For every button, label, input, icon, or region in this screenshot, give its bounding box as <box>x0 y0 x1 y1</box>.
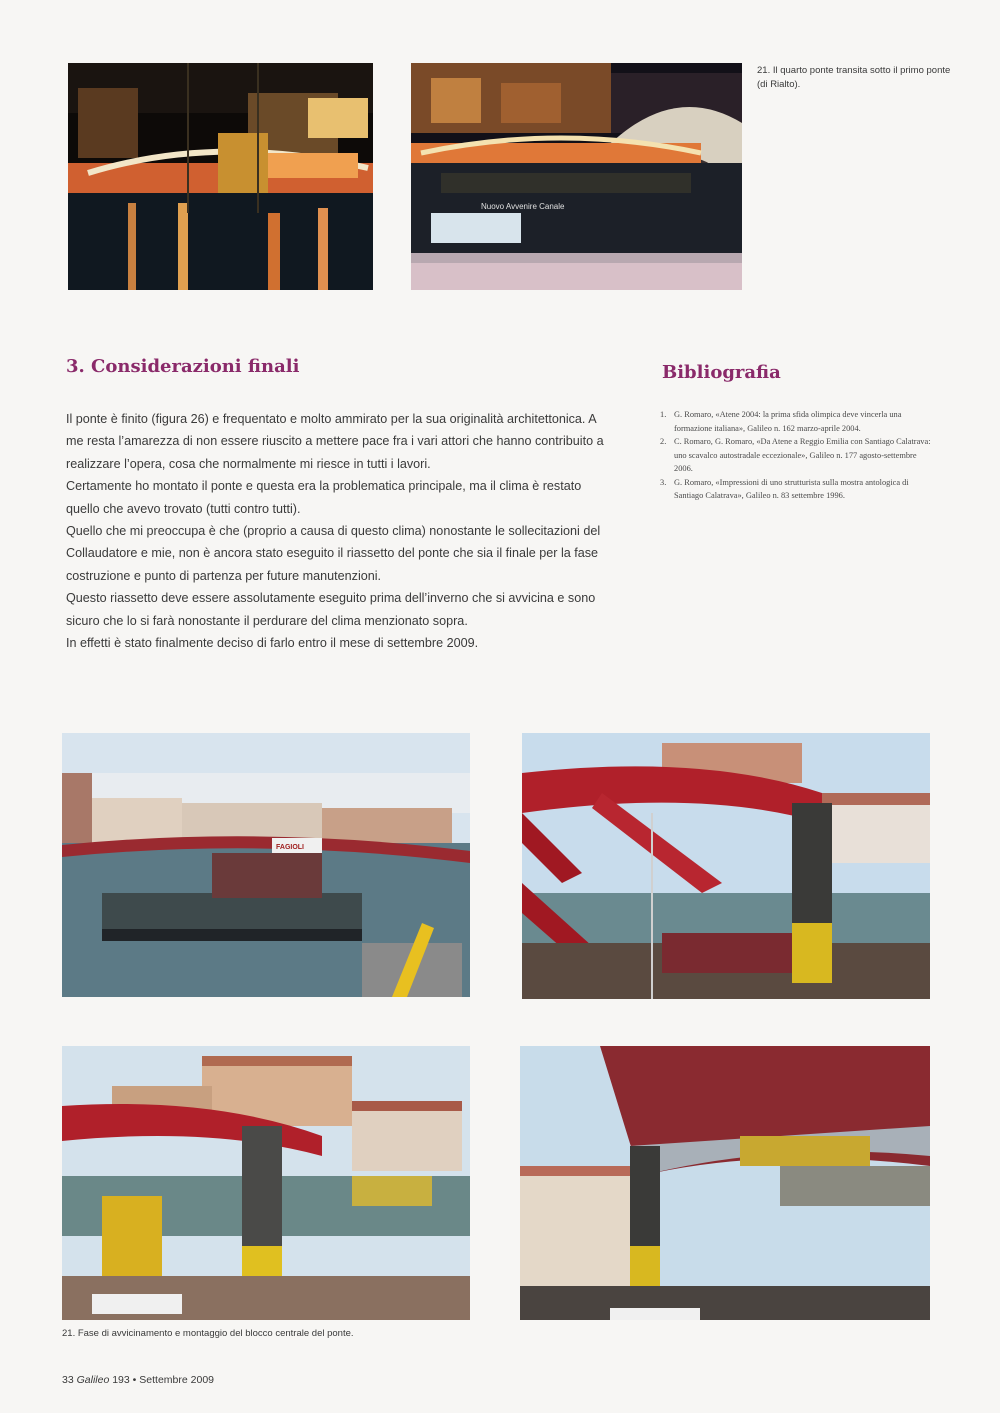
footer-separator: • <box>132 1374 137 1386</box>
page-number: 33 <box>62 1374 74 1386</box>
paragraph: In effetti è stato finalmente deciso di farlo entro il mese di settembre 2009. <box>66 636 479 651</box>
photo-bridge-lift-jacks <box>62 1046 470 1320</box>
paragraph: Quello che mi preoccupa è che (proprio a causa di questo clima) nonostante le sollecitazioni del Collaudatore e mie, non è ancora stato eseguito il riassetto del ponte che sia il finale per la fase costruzione e punto di partenza per future manutenzioni. <box>66 524 601 583</box>
paragraph: Il ponte è finito (figura 26) e frequentato e molto ammirato per la sua originalità architettonica. A me resta l’amarezza di non essere riuscito a mettere pace fra i vari attori che hanno contribuito a realizzare l’opera, cosa che normalmente mi riesce in tutti i lavori. <box>66 412 604 471</box>
bibliography-number: 2. <box>660 437 667 446</box>
paragraph: Questo riassetto deve essere assolutamente eseguito prima dell’inverno che si avvicina e sono sicuro che lo si farà nonostante il perdurare del clima menzionato sopra. <box>66 591 596 628</box>
bibliography-item <box>660 435 936 476</box>
section-title: 3. Considerazioni finali <box>66 356 300 377</box>
bottom-photo-caption: 21. Fase di avvicinamento e montaggio del blocco centrale del ponte. <box>62 1328 354 1339</box>
article-body <box>66 408 614 654</box>
issue-number: 193 <box>112 1374 130 1386</box>
bibliography-text: C. Romaro, G. Romaro, «Da Atene a Reggio Emilia con Santiago Calatrava: uno scavalco autostradale eccezionale», Galileo n. 177 agosto-settembre 2006. <box>674 437 931 473</box>
bibliography-number: 1. <box>660 410 667 419</box>
bibliography-item <box>660 408 936 435</box>
photo-rialto-crowd <box>411 63 742 290</box>
bibliography-list <box>660 408 936 503</box>
paragraph: Certamente ho montato il ponte e questa era la problematica principale, ma il clima è restato quello che avevo trovato (tutti contro tutti). <box>66 479 582 516</box>
bibliography-text: G. Romaro, «Atene 2004: la prima sfida olimpica deve vincerla una formazione italiana», Galileo n. 162 marzo-aprile 2004. <box>674 410 902 433</box>
crane-sign-text: FAGIOLI <box>276 844 304 851</box>
photo-bridge-underside <box>520 1046 930 1320</box>
magazine-name: Galileo <box>76 1374 110 1386</box>
page-footer <box>62 1374 214 1386</box>
photo-bridge-arch-closeup <box>522 733 930 999</box>
photo-bridge-on-barge <box>62 733 470 997</box>
photo-night-bridge-transport <box>68 63 373 290</box>
top-photo-caption: 21. Il quarto ponte transita sotto il primo ponte (di Rialto). <box>757 65 951 90</box>
bibliography-title: Bibliografia <box>662 362 781 383</box>
bibliography-text: G. Romaro, «Impressioni di uno strutturista sulla mostra antologica di Santiago Calatrava», Galileo n. 83 settembre 1996. <box>674 477 909 500</box>
bibliography-number: 3. <box>660 477 667 487</box>
bibliography-item <box>660 476 936 503</box>
issue-date: Settembre 2009 <box>139 1374 214 1386</box>
bridge-banner-text: Nuovo Avvenire Canale <box>481 202 565 211</box>
